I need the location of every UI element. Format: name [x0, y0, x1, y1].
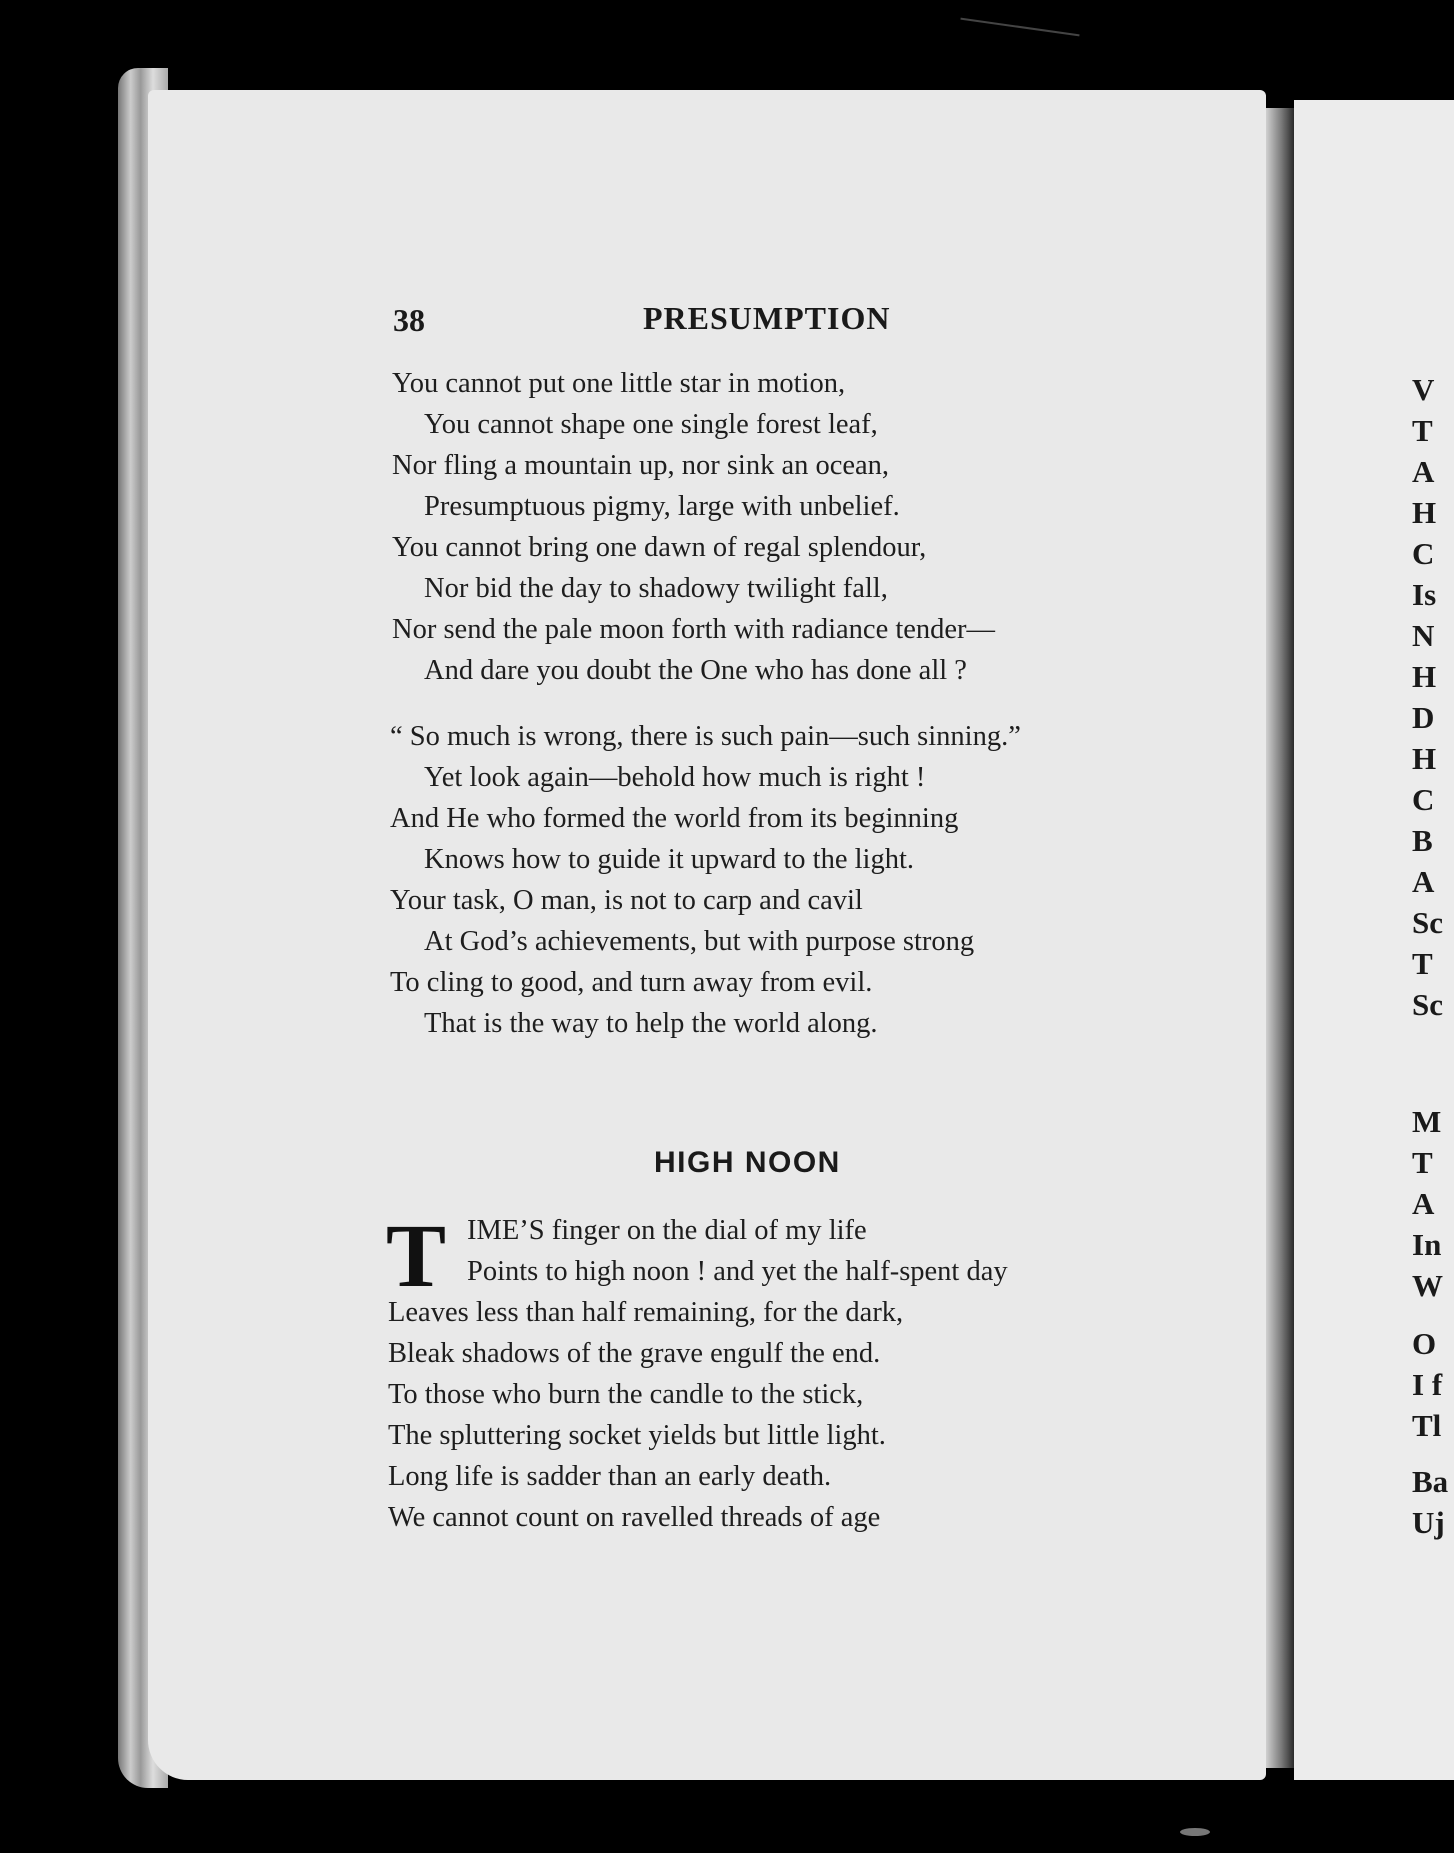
running-head: PRESUMPTION [643, 300, 891, 336]
facing-page-fragment: A [1412, 1186, 1435, 1221]
facing-page-fragment: A [1412, 864, 1435, 899]
verse-line: Nor send the pale moon forth with radiance tender— [392, 614, 996, 645]
scan-artifact-top [960, 18, 1079, 37]
facing-page-fragment: Sc [1412, 905, 1443, 940]
verse-line: Points to high noon ! and yet the half-spent day [467, 1256, 1008, 1287]
poem-title: HIGH NOON [654, 1146, 841, 1179]
verse-line: To those who burn the candle to the stick, [388, 1379, 864, 1410]
facing-page-fragment: D [1412, 700, 1435, 735]
verse-line: You cannot bring one dawn of regal splendour, [392, 532, 927, 563]
facing-page-fragment: C [1412, 782, 1435, 817]
facing-page-fragment: Tl [1412, 1408, 1442, 1443]
verse-line: Knows how to guide it upward to the light. [424, 844, 914, 875]
verse-line: Nor fling a mountain up, nor sink an ocean, [392, 450, 890, 481]
verse-line: And He who formed the world from its beginning [390, 803, 959, 834]
facing-page-fragment: W [1412, 1268, 1443, 1303]
drop-cap: T [386, 1207, 447, 1306]
facing-page-fragment: Is [1412, 577, 1437, 612]
scan-smudge [1180, 1828, 1210, 1836]
verse-line: Bleak shadows of the grave engulf the end. [388, 1338, 881, 1369]
facing-page-fragment: B [1412, 823, 1433, 858]
facing-page-fragment: M [1412, 1104, 1442, 1139]
verse-line: That is the way to help the world along. [424, 1008, 878, 1039]
facing-page-fragment: Sc [1412, 987, 1443, 1022]
verse-line: Long life is sadder than an early death. [388, 1461, 832, 1492]
facing-page-fragment: T [1412, 946, 1433, 981]
facing-page-fragment: C [1412, 536, 1435, 571]
facing-page-fragment: Uj [1412, 1505, 1445, 1540]
verse-line: We cannot count on ravelled threads of age [388, 1502, 881, 1533]
verse-line: Your task, O man, is not to carp and cavil [390, 885, 863, 916]
facing-page-fragment: T [1412, 1145, 1433, 1180]
facing-page-fragment: In [1412, 1227, 1442, 1262]
facing-page-fragment: H [1412, 659, 1437, 694]
book-gutter [1266, 108, 1294, 1768]
verse-line: Leaves less than half remaining, for the dark, [388, 1297, 904, 1328]
facing-page-fragment: T [1412, 413, 1433, 448]
verse-line: IME’S finger on the dial of my life [467, 1215, 867, 1246]
verse-line: And dare you doubt the One who has done all ? [424, 655, 967, 686]
facing-page-fragment: N [1412, 618, 1435, 653]
facing-page-fragment: I f [1412, 1367, 1443, 1402]
verse-line: At God’s achievements, but with purpose strong [424, 926, 975, 957]
verse-line: The spluttering socket yields but little light. [388, 1420, 886, 1451]
verse-line: To cling to good, and turn away from evil. [390, 967, 873, 998]
verse-line: Nor bid the day to shadowy twilight fall, [424, 573, 888, 604]
verse-line: “ So much is wrong, there is such pain—such sinning.” [390, 721, 1021, 752]
verse-line: Presumptuous pigmy, large with unbelief. [424, 491, 900, 522]
page-number: 38 [393, 302, 425, 338]
facing-page-fragment: Ba [1412, 1464, 1449, 1499]
verse-line: Yet look again—behold how much is right ! [424, 762, 926, 793]
facing-page-fragment: O [1412, 1326, 1437, 1361]
facing-page-fragment: V [1412, 372, 1435, 407]
facing-page-fragment: A [1412, 454, 1435, 489]
verse-line: You cannot shape one single forest leaf, [424, 409, 878, 440]
facing-page-fragment: H [1412, 741, 1437, 776]
facing-page-fragment: H [1412, 495, 1437, 530]
verse-line: You cannot put one little star in motion, [392, 368, 846, 399]
